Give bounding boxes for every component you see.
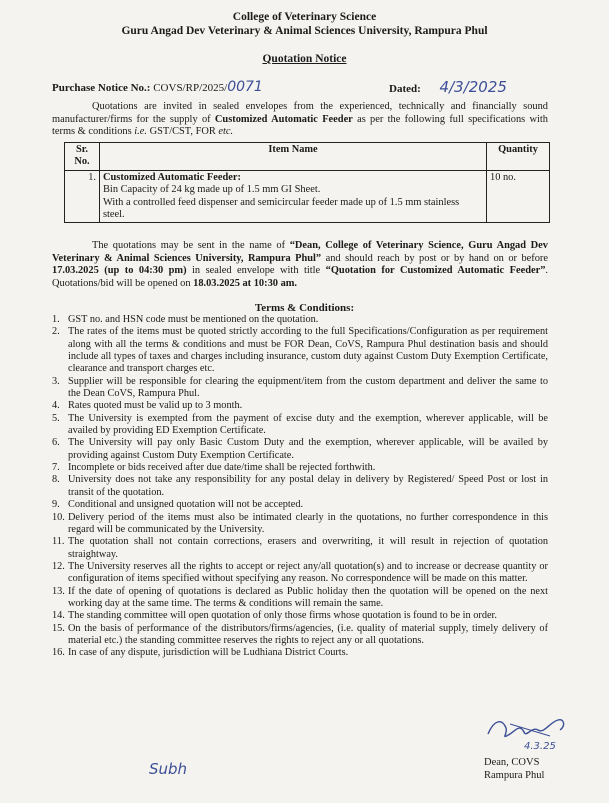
term-item xyxy=(52,376,548,401)
table-row xyxy=(65,170,550,223)
handwritten-notice-number: 0071 xyxy=(227,79,263,95)
term-text: Conditional and unsigned quotation will not be accepted. xyxy=(68,499,304,511)
term-item xyxy=(52,326,548,375)
term-number: 6. xyxy=(52,437,60,449)
term-number: 13. xyxy=(52,585,65,597)
term-text: GST no. and HSN code must be mentioned on the quotation. xyxy=(68,314,319,325)
term-text: The University will pay only Basic Custom Duty and the exemption, wherever applicable, will be availed by providing against Custom Duty Exemption Certificate. xyxy=(68,437,548,461)
college-name: College of Veterinary Science xyxy=(232,11,377,23)
row-quantity: 10 no. xyxy=(487,170,550,223)
term-number: 8. xyxy=(52,474,60,486)
term-number: 4. xyxy=(52,400,60,412)
term-text: The quotation shall not contain corrections, erasers and overwriting, it will result in rejection of quotation straightway. xyxy=(68,536,548,560)
purchase-notice-line xyxy=(52,79,263,95)
term-number: 2. xyxy=(52,326,60,338)
dean-signature xyxy=(480,712,580,752)
term-text: Rates quoted must be valid up to 3 month. xyxy=(68,400,243,412)
term-item xyxy=(52,610,548,622)
item-title: Customized Automatic Feeder: xyxy=(103,171,241,183)
term-item xyxy=(52,499,548,511)
dated-label: Dated: xyxy=(389,83,421,95)
dated-line xyxy=(389,78,507,96)
term-item xyxy=(52,512,548,537)
term-text: In case of any dispute, jurisdiction will be Ludhiana District Courts. xyxy=(68,647,349,659)
dean-place: Rampura Phul xyxy=(484,769,545,781)
items-table xyxy=(64,142,550,223)
signature-date: 4.3.25 xyxy=(524,741,556,752)
term-text: Delivery period of the items must also be intimated clearly in the quotations, no further correspondence in this regard will be communicated by the University. xyxy=(68,511,548,535)
term-text: If the date of opening of quotations is declared as Public holiday then the quotation will be opened on the next working day at the same time. The terms & conditions will remain the same. xyxy=(68,585,548,609)
term-text: Incomplete or bids received after due date/time shall be rejected forthwith. xyxy=(68,462,376,474)
term-text: The University is exempted from the payment of excise duty and the exemption, wherever applicable, will be availed by providing ED Exemption Certificate. xyxy=(68,412,548,437)
term-item xyxy=(52,462,548,474)
term-item xyxy=(52,314,548,326)
term-text: The standing committee will open quotation of only those firms whose quotation is found to be in order. xyxy=(68,610,497,622)
term-number: 3. xyxy=(52,375,60,387)
term-item xyxy=(52,474,548,499)
term-item xyxy=(52,400,548,412)
term-number: 10. xyxy=(52,511,65,523)
col-header-quantity: Quantity xyxy=(487,143,550,171)
term-number: 9. xyxy=(52,499,60,511)
purchase-notice-label: Purchase Notice No.: xyxy=(52,82,151,94)
dean-block xyxy=(484,757,544,782)
notice-title: Quotation Notice xyxy=(262,53,347,65)
term-number: 14. xyxy=(52,610,65,622)
term-number: 16. xyxy=(52,647,65,659)
purchase-notice-number: COVS/RP/2025/ xyxy=(153,82,228,94)
row-item xyxy=(100,170,487,223)
handwritten-date: 4/3/2025 xyxy=(439,78,507,96)
university-name: Guru Angad Dev Veterinary & Animal Sciences University, Rampura Phul xyxy=(121,25,488,37)
term-number: 15. xyxy=(52,622,65,634)
term-item xyxy=(52,536,548,561)
term-text: On the basis of performance of the distributors/firms/agencies, (i.e. quality of material supply, timely delivery of material etc.) the standing committee reserves the rights to reject any or all quotations. xyxy=(68,622,548,646)
term-item xyxy=(52,561,548,586)
item-line2: With a controlled feed dispenser and semicircular feeder made up of 1.5 mm stainless steel. xyxy=(103,196,460,221)
term-number: 5. xyxy=(52,412,60,424)
intro-paragraph: Quotations are invited in sealed envelopes from the experienced, technically and financially sound manufacturer/firms for the supply of Customized Automatic Feeder as per the following full specifications with terms & conditions i.e. GST/CST, FOR etc. xyxy=(52,101,548,138)
term-text: Supplier will be responsible for clearing the equipment/item from the custom department and deliver the same to the Dean CoVS, Rampura Phul. xyxy=(68,375,548,400)
term-number: 7. xyxy=(52,462,60,474)
term-text: The University reserves all the rights to accept or reject any/all quotation(s) and to increase or decrease quantity or configuration of items specified without specifying any reason. No correspondence will be made on this matter. xyxy=(68,560,548,585)
terms-title: Terms & Conditions: xyxy=(254,302,355,314)
col-header-sr: Sr. No. xyxy=(65,143,100,171)
term-item xyxy=(52,623,548,648)
term-item xyxy=(52,413,548,438)
bottom-handwriting: Subh xyxy=(149,760,188,778)
term-text: University does not take any responsibility for any postal delay in delivery by Registered/ Speed Post or lost in transit of the quotation. xyxy=(68,474,548,498)
term-number: 12. xyxy=(52,560,65,572)
terms-list xyxy=(52,314,548,660)
term-number: 1. xyxy=(52,314,60,325)
item-line1: Bin Capacity of 24 kg made up of 1.5 mm GI Sheet. xyxy=(103,184,321,196)
term-item xyxy=(52,586,548,611)
term-item xyxy=(52,647,548,659)
table-header-row xyxy=(65,143,550,171)
dean-title: Dean, COVS xyxy=(484,757,540,768)
submission-paragraph: The quotations may be sent in the name of “Dean, College of Veterinary Science, Guru Angad Dev Veterinary & Animal Sciences University, Rampura Phul” and should reach by post or by hand on or before 17.03.2025 (up to 04:30 pm) in sealed envelope with title “Quotation for Customized Automatic Feeder”. Quotations/bid will be opened on 18.03.2025 at 10:30 am. xyxy=(52,240,548,289)
row-sr: 1. xyxy=(65,170,100,223)
term-item xyxy=(52,437,548,462)
term-number: 11. xyxy=(52,536,65,548)
term-text: The rates of the items must be quoted strictly according to the full Specifications/Configuration as per requirement along with all the terms & conditions and must be FOR Dean, CoVS, Rampura Phul destination basis and should include all types of taxes and charges including insurance, custom duty against Custom Duty Exemption Certificate, clearance and transport charges etc. xyxy=(68,326,548,375)
col-header-item: Item Name xyxy=(100,143,487,171)
